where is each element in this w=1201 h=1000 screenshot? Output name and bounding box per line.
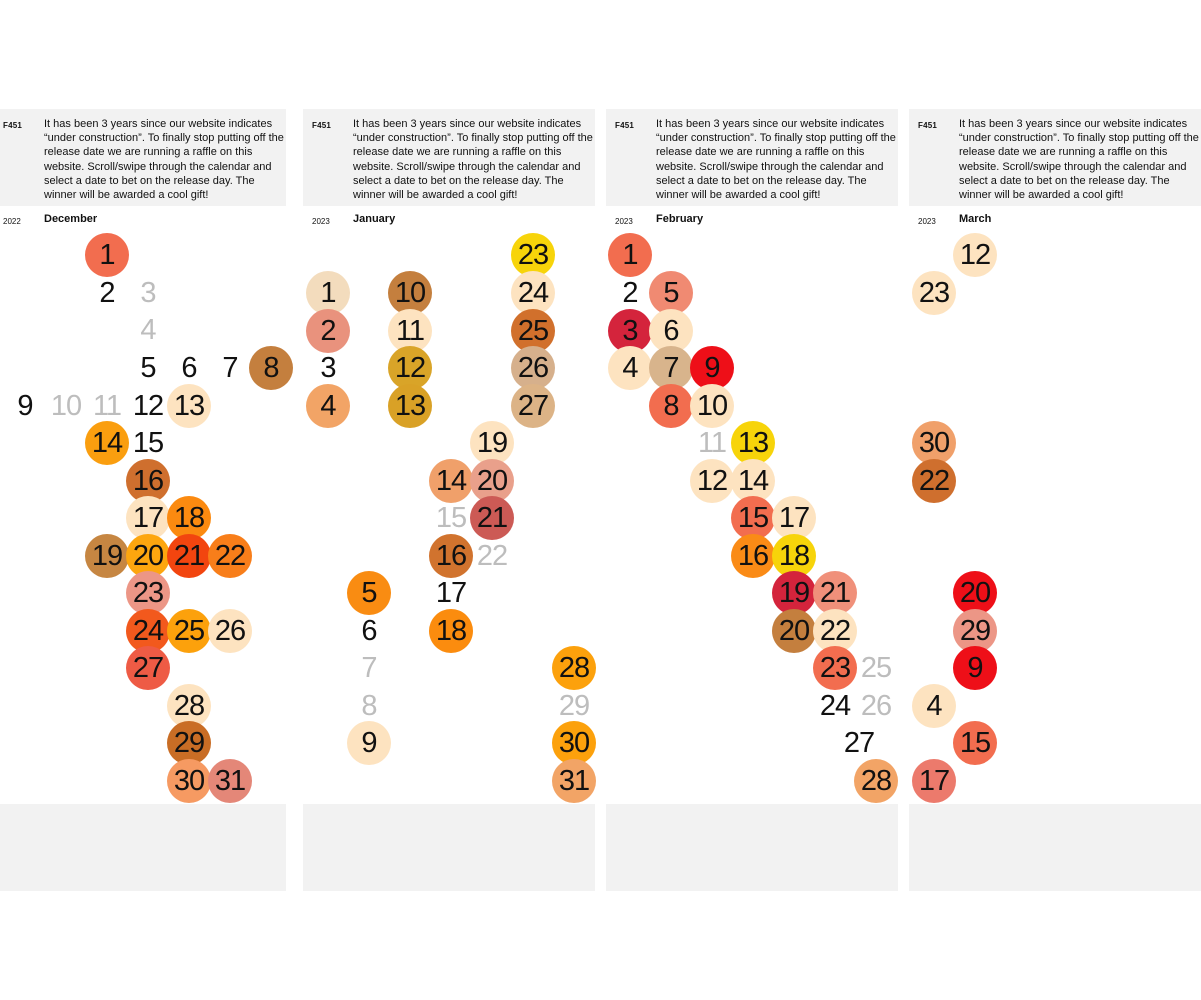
day-bubble[interactable]: 8 <box>249 346 293 390</box>
day-bubble[interactable]: 30 <box>167 759 211 803</box>
day-bubble[interactable]: 5 <box>649 271 693 315</box>
day-bubble[interactable]: 15 <box>731 496 775 540</box>
day-bubble[interactable]: 26 <box>860 689 892 722</box>
day-bubble[interactable]: 9 <box>690 346 734 390</box>
year-label: 2023 <box>918 217 936 226</box>
day-bubble[interactable]: 1 <box>306 271 350 315</box>
month-panel <box>909 109 1201 891</box>
day-bubble[interactable]: 16 <box>731 534 775 578</box>
day-bubble[interactable]: 4 <box>912 684 956 728</box>
day-bubble[interactable]: 4 <box>306 384 350 428</box>
day-bubble[interactable]: 16 <box>126 459 170 503</box>
day-bubble[interactable]: 24 <box>126 609 170 653</box>
panel-footer <box>606 804 898 891</box>
month-panel <box>303 109 595 891</box>
intro-text: It has been 3 years since our website indicates “under construction”. To finally stop putting off the release date we are running a raffle on this website. Scroll/swipe through the calendar and select a date to bet on the release day. The winner will be awarded a cool gift! <box>44 118 284 202</box>
day-bubble[interactable]: 25 <box>860 651 892 684</box>
month-panel <box>0 109 286 891</box>
day-grid <box>909 109 1201 891</box>
panel-footer <box>909 804 1201 891</box>
year-label: 2023 <box>615 217 633 226</box>
day-bubble[interactable]: 6 <box>361 614 377 647</box>
day-bubble[interactable]: 31 <box>208 759 252 803</box>
day-bubble[interactable]: 29 <box>558 689 590 722</box>
day-bubble[interactable]: 13 <box>731 421 775 465</box>
site-code: F451 <box>615 121 635 130</box>
day-bubble[interactable]: 17 <box>912 759 956 803</box>
day-bubble[interactable]: 19 <box>85 534 129 578</box>
day-bubble[interactable]: 25 <box>511 309 555 353</box>
day-bubble[interactable]: 5 <box>140 351 156 384</box>
day-bubble[interactable]: 9 <box>953 646 997 690</box>
day-bubble[interactable]: 9 <box>347 721 391 765</box>
panel-footer <box>0 804 286 891</box>
day-bubble[interactable]: 27 <box>511 384 555 428</box>
day-bubble[interactable]: 8 <box>649 384 693 428</box>
site-code: F451 <box>3 121 23 130</box>
day-bubble[interactable]: 23 <box>511 233 555 277</box>
day-bubble[interactable]: 22 <box>813 609 857 653</box>
day-bubble[interactable]: 2 <box>622 276 638 309</box>
day-bubble[interactable]: 7 <box>361 651 377 684</box>
day-bubble[interactable]: 4 <box>608 346 652 390</box>
day-grid <box>606 109 898 891</box>
day-bubble[interactable]: 10 <box>690 384 734 428</box>
day-bubble[interactable]: 11 <box>697 426 727 459</box>
day-bubble[interactable]: 11 <box>388 309 432 353</box>
intro-text: It has been 3 years since our website indicates “under construction”. To finally stop putting off the release date we are running a raffle on this website. Scroll/swipe through the calendar and select a date to bet on the release day. The winner will be awarded a cool gift! <box>656 118 896 202</box>
month-label: March <box>959 213 992 225</box>
site-code: F451 <box>918 121 938 130</box>
day-bubble[interactable]: 29 <box>953 609 997 653</box>
year-label: 2023 <box>312 217 330 226</box>
month-label: December <box>44 213 98 225</box>
day-bubble[interactable]: 13 <box>167 384 211 428</box>
day-grid <box>0 109 286 891</box>
day-bubble[interactable]: 12 <box>388 346 432 390</box>
day-bubble[interactable]: 23 <box>813 646 857 690</box>
day-bubble[interactable]: 3 <box>140 276 156 309</box>
day-bubble[interactable]: 15 <box>953 721 997 765</box>
day-bubble[interactable]: 23 <box>126 571 170 615</box>
day-bubble[interactable]: 31 <box>552 759 596 803</box>
day-bubble[interactable]: 3 <box>608 309 652 353</box>
day-bubble[interactable]: 20 <box>953 571 997 615</box>
day-bubble[interactable]: 20 <box>772 609 816 653</box>
day-bubble[interactable]: 18 <box>429 609 473 653</box>
day-bubble[interactable]: 28 <box>854 759 898 803</box>
day-bubble[interactable]: 28 <box>552 646 596 690</box>
day-bubble[interactable]: 1 <box>85 233 129 277</box>
day-bubble[interactable]: 19 <box>772 571 816 615</box>
day-bubble[interactable]: 8 <box>361 689 377 722</box>
day-bubble[interactable]: 24 <box>819 689 851 722</box>
day-bubble[interactable]: 6 <box>181 351 197 384</box>
day-bubble[interactable]: 12 <box>132 389 164 422</box>
day-bubble[interactable]: 22 <box>912 459 956 503</box>
day-bubble[interactable]: 15 <box>132 426 164 459</box>
day-bubble[interactable]: 10 <box>388 271 432 315</box>
day-bubble[interactable]: 2 <box>306 309 350 353</box>
day-bubble[interactable]: 26 <box>208 609 252 653</box>
day-bubble[interactable]: 21 <box>470 496 514 540</box>
day-bubble[interactable]: 12 <box>690 459 734 503</box>
day-bubble[interactable]: 17 <box>126 496 170 540</box>
year-label: 2022 <box>3 217 21 226</box>
day-bubble[interactable]: 22 <box>208 534 252 578</box>
day-bubble[interactable]: 18 <box>772 534 816 578</box>
day-bubble[interactable]: 21 <box>167 534 211 578</box>
day-bubble[interactable]: 7 <box>649 346 693 390</box>
day-bubble[interactable]: 27 <box>843 726 875 759</box>
day-bubble[interactable]: 15 <box>435 501 467 534</box>
day-bubble[interactable]: 1 <box>608 233 652 277</box>
day-bubble[interactable]: 12 <box>953 233 997 277</box>
day-bubble[interactable]: 17 <box>435 576 467 609</box>
day-bubble[interactable]: 26 <box>511 346 555 390</box>
day-bubble[interactable]: 18 <box>167 496 211 540</box>
day-bubble[interactable]: 23 <box>912 271 956 315</box>
day-bubble[interactable]: 24 <box>511 271 555 315</box>
day-bubble[interactable]: 10 <box>50 389 82 422</box>
day-bubble[interactable]: 30 <box>912 421 956 465</box>
month-panel <box>606 109 898 891</box>
day-grid <box>303 109 595 891</box>
day-bubble[interactable]: 19 <box>470 421 514 465</box>
site-code: F451 <box>312 121 332 130</box>
month-label: February <box>656 213 704 225</box>
day-bubble[interactable]: 6 <box>649 309 693 353</box>
day-bubble[interactable]: 27 <box>126 646 170 690</box>
day-bubble[interactable]: 21 <box>813 571 857 615</box>
day-bubble[interactable]: 3 <box>320 351 336 384</box>
day-bubble[interactable]: 20 <box>126 534 170 578</box>
day-bubble[interactable]: 17 <box>772 496 816 540</box>
intro-text: It has been 3 years since our website indicates “under construction”. To finally stop putting off the release date we are running a raffle on this website. Scroll/swipe through the calendar and select a date to bet on the release day. The winner will be awarded a cool gift! <box>959 118 1199 202</box>
day-bubble[interactable]: 5 <box>347 571 391 615</box>
day-bubble[interactable]: 14 <box>429 459 473 503</box>
day-bubble[interactable]: 4 <box>140 313 156 346</box>
day-bubble[interactable]: 13 <box>388 384 432 428</box>
month-label: January <box>353 213 396 225</box>
day-bubble[interactable]: 25 <box>167 609 211 653</box>
day-bubble[interactable]: 7 <box>222 351 238 384</box>
day-bubble[interactable]: 28 <box>167 684 211 728</box>
day-bubble[interactable]: 11 <box>92 389 122 422</box>
day-bubble[interactable]: 16 <box>429 534 473 578</box>
day-bubble[interactable]: 30 <box>552 721 596 765</box>
panel-footer <box>303 804 595 891</box>
day-bubble[interactable]: 14 <box>731 459 775 503</box>
day-bubble[interactable]: 22 <box>476 539 508 572</box>
day-bubble[interactable]: 14 <box>85 421 129 465</box>
day-bubble[interactable]: 29 <box>167 721 211 765</box>
intro-text: It has been 3 years since our website indicates “under construction”. To finally stop putting off the release date we are running a raffle on this website. Scroll/swipe through the calendar and select a date to bet on the release day. The winner will be awarded a cool gift! <box>353 118 593 202</box>
day-bubble[interactable]: 2 <box>99 276 115 309</box>
day-bubble[interactable]: 20 <box>470 459 514 503</box>
day-bubble[interactable]: 9 <box>17 389 33 422</box>
